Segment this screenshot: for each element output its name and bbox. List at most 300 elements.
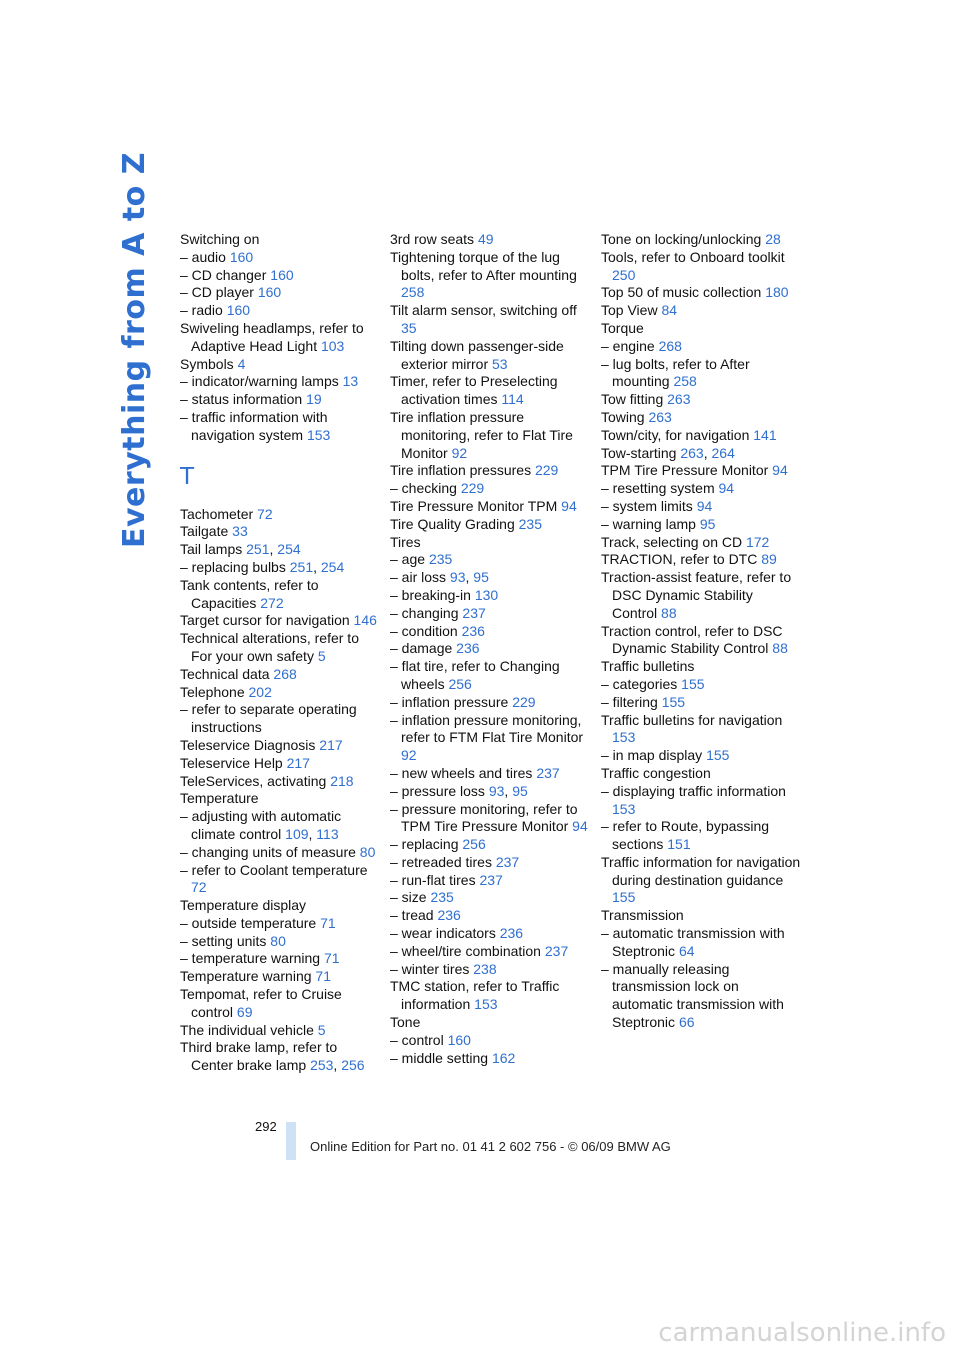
page-link[interactable]: 253 — [310, 1057, 334, 1074]
index-term: 3rd row seats — [390, 231, 475, 247]
index-term: TRACTION, refer to DTC — [601, 551, 758, 568]
index-entry — [390, 516, 590, 534]
index-entry — [180, 409, 380, 445]
index-term: Symbols — [180, 355, 234, 372]
index-entry — [601, 356, 801, 392]
page-link[interactable]: 153 — [474, 996, 498, 1013]
page-link[interactable]: 151 — [667, 836, 691, 853]
page-link[interactable]: 66 — [678, 1014, 695, 1031]
page-link[interactable]: 80 — [270, 932, 286, 949]
watermark: carmanualsonline.info — [658, 1318, 946, 1348]
page-link[interactable]: 33 — [232, 523, 248, 540]
index-term: – radio — [180, 302, 223, 319]
index-term: Top View — [601, 302, 658, 319]
index-entry — [180, 968, 380, 986]
page-link[interactable]: 258 — [673, 373, 697, 390]
page-link[interactable]: 80 — [359, 843, 376, 860]
index-term: Third brake lamp, refer to Center brake lamp — [180, 1039, 338, 1074]
index-term: – retreaded tires — [390, 853, 492, 870]
page-link[interactable]: 64 — [678, 942, 695, 959]
index-entry — [390, 640, 590, 658]
index-entry — [601, 907, 801, 925]
section-letter: T — [180, 463, 195, 490]
index-term: TMC station, refer to Traffic information — [390, 978, 560, 1013]
index-term: Traffic information for navigation during destination guidance — [601, 853, 801, 888]
page-link[interactable]: 256 — [462, 836, 486, 853]
page-link[interactable]: 35 — [401, 319, 417, 336]
page-link[interactable]: 95 — [473, 569, 489, 586]
page-link[interactable]: 94 — [718, 480, 735, 497]
index-term: – new wheels and tires — [390, 764, 533, 781]
index-entry: Tow-starting 263, 264 — [601, 444, 735, 461]
index-entry — [601, 551, 801, 569]
index-entry — [601, 427, 801, 445]
index-entry — [601, 961, 801, 1032]
index-term: Tires — [390, 533, 421, 550]
index-term: Switching on — [180, 231, 260, 247]
index-entry — [180, 790, 380, 808]
index-entry: – air loss 93, 95 — [390, 569, 489, 586]
index-entry — [601, 818, 801, 854]
page-link[interactable]: 237 — [536, 764, 560, 781]
page-link[interactable]: 155 — [661, 693, 686, 710]
index-entry — [601, 783, 801, 819]
index-entry — [390, 801, 590, 837]
page-link[interactable]: 94 — [772, 462, 788, 479]
index-term: Teleservice Help — [180, 754, 283, 771]
page-link[interactable]: 256 — [341, 1057, 365, 1074]
index-entry — [390, 943, 590, 961]
index-term: – replacing — [390, 836, 459, 853]
index-entry — [180, 773, 380, 791]
index-entry — [180, 666, 380, 684]
index-term: Tire Pressure Monitor TPM — [390, 497, 558, 514]
index-entry — [390, 480, 590, 498]
index-entry — [390, 889, 590, 907]
index-entry — [390, 302, 590, 338]
index-term: – wheel/tire combination — [390, 942, 541, 959]
index-entry — [180, 612, 380, 630]
index-entry — [601, 516, 801, 534]
index-term: Tightening torque of the lug bolts, refer to After mounting — [390, 248, 577, 283]
index-entry — [180, 302, 380, 320]
index-term: – indicator/warning lamps — [180, 373, 339, 390]
index-entry — [601, 765, 801, 783]
index-term: Traffic congestion — [601, 764, 711, 781]
index-entry — [390, 712, 590, 765]
index-term: – categories — [601, 675, 678, 692]
index-term: TeleServices, activating — [180, 772, 327, 789]
page-link[interactable]: 49 — [477, 231, 494, 247]
page-link[interactable]: 235 — [430, 889, 454, 906]
index-entry — [601, 676, 801, 694]
page-link[interactable]: 263 — [667, 391, 691, 408]
index-term: – automatic transmission with Steptronic — [601, 925, 785, 959]
index-entry — [390, 605, 590, 623]
page-link[interactable]: 180 — [765, 284, 789, 301]
page-link[interactable]: 130 — [474, 586, 499, 603]
index-entry — [601, 284, 801, 302]
index-term: – pressure monitoring, refer to TPM Tire Pressure Monitor — [390, 800, 578, 835]
index-entry — [180, 684, 380, 702]
page-link[interactable]: 19 — [306, 391, 322, 408]
index-entry — [601, 480, 801, 498]
page-link[interactable]: 238 — [473, 960, 497, 977]
page-link[interactable]: 89 — [761, 551, 777, 568]
index-entry — [390, 551, 590, 569]
index-term: – audio — [180, 248, 226, 265]
page-link[interactable]: 202 — [248, 683, 272, 700]
index-term: Town/city, for navigation — [601, 426, 750, 443]
page-link[interactable]: 172 — [745, 533, 770, 550]
index-entry — [180, 915, 380, 933]
page-link[interactable]: 153 — [612, 800, 636, 817]
index-term: – traffic information with navigation system — [180, 408, 328, 443]
page-link[interactable]: 160 — [229, 248, 254, 265]
page-link[interactable]: 28 — [765, 231, 781, 247]
page-link[interactable]: 160 — [226, 302, 251, 319]
index-entry — [390, 694, 590, 712]
index-entry — [601, 658, 801, 676]
index-term: Tailgate — [180, 523, 229, 540]
index-column-1 — [180, 231, 380, 1075]
index-entry — [601, 391, 801, 409]
page-link[interactable]: 113 — [316, 825, 339, 842]
index-term: Temperature warning — [180, 968, 312, 985]
index-entry — [601, 712, 801, 748]
page-link[interactable]: 236 — [456, 640, 480, 657]
index-term: Swiveling headlamps, refer to Adaptive Head Light — [180, 319, 364, 354]
index-term: – middle setting — [390, 1049, 489, 1066]
page-link[interactable]: 256 — [448, 675, 472, 692]
page-link[interactable]: 92 — [401, 747, 417, 764]
footer-bar — [286, 1122, 296, 1160]
page-link[interactable]: 5 — [317, 1021, 326, 1038]
index-term: – CD changer — [180, 266, 267, 283]
page-link[interactable]: 153 — [306, 426, 331, 443]
index-term: – system limits — [601, 497, 693, 514]
page-link[interactable]: 263 — [680, 444, 704, 461]
index-term: – resetting system — [601, 480, 715, 497]
page-link[interactable]: 53 — [492, 355, 508, 372]
page-link[interactable]: 155 — [612, 889, 636, 906]
page-link[interactable]: 155 — [681, 675, 705, 692]
page-link[interactable]: 146 — [353, 612, 377, 629]
page-link[interactable]: 155 — [706, 747, 730, 764]
page-link[interactable]: 94 — [572, 818, 588, 835]
page-link[interactable]: 217 — [286, 754, 310, 771]
index-entry — [390, 1014, 590, 1032]
page-link[interactable]: 254 — [320, 558, 345, 575]
index-term: The individual vehicle — [180, 1021, 314, 1038]
page-link[interactable]: 95 — [699, 515, 716, 532]
index-term: Tone on locking/unlocking — [601, 231, 762, 247]
index-term: Towing — [601, 408, 645, 425]
index-entry — [180, 897, 380, 915]
index-entry — [601, 338, 801, 356]
index-term: – flat tire, refer to Changing wheels — [390, 658, 560, 692]
index-term: – temperature warning — [180, 950, 321, 967]
index-entry — [601, 694, 801, 712]
page-link[interactable]: 237 — [479, 871, 503, 888]
index-entry — [390, 534, 590, 552]
page-link[interactable]: 237 — [495, 853, 520, 870]
index-entry — [390, 907, 590, 925]
page-link[interactable]: 235 — [518, 515, 542, 532]
side-title: Everything from A to Z — [117, 152, 152, 548]
page-link[interactable]: 236 — [461, 622, 485, 639]
index-term: Tachometer — [180, 505, 254, 522]
page-link[interactable]: 72 — [257, 505, 273, 522]
index-entry — [180, 950, 380, 968]
index-entry: Third brake lamp, refer to Center brake lamp 253, 256 — [180, 1039, 365, 1074]
index-entry — [390, 978, 590, 1014]
index-term: Tempomat, refer to Cruise control — [180, 986, 342, 1020]
index-entry — [390, 587, 590, 605]
index-entry — [390, 338, 590, 374]
index-entry — [180, 737, 380, 755]
page-link[interactable]: 162 — [491, 1049, 516, 1066]
index-term: – refer to Route, bypassing sections — [601, 818, 770, 853]
index-term: Tow-starting — [601, 444, 677, 461]
page-link[interactable]: 251 — [289, 558, 314, 575]
index-term: Traction control, refer to DSC Dynamic Stability Control — [601, 622, 783, 657]
index-term: Temperature display — [180, 897, 307, 914]
page-link[interactable]: 229 — [512, 693, 536, 710]
index-entry: – adjusting with automatic climate control 109, 113 — [180, 808, 342, 842]
page-link[interactable]: 268 — [658, 337, 682, 354]
index-term: – changing — [390, 604, 459, 621]
page-link[interactable]: 93 — [449, 569, 466, 586]
index-term: – warning lamp — [601, 515, 696, 532]
page-link[interactable]: 88 — [661, 604, 677, 621]
index-entry — [601, 462, 801, 480]
index-entry — [180, 862, 380, 898]
index-term: Torque — [601, 319, 644, 336]
index-entry — [390, 1050, 590, 1068]
index-term: Traffic bulletins for navigation — [601, 711, 783, 728]
page-link[interactable]: 218 — [330, 772, 354, 789]
index-term: – winter tires — [390, 960, 470, 977]
index-entry — [180, 284, 380, 302]
index-term: Tire inflation pressure monitoring, refer to Flat Tire Monitor — [390, 408, 573, 461]
page-link[interactable]: 94 — [696, 497, 713, 514]
page-link[interactable]: 229 — [534, 462, 559, 479]
index-term: Transmission — [601, 907, 684, 924]
page-link[interactable]: 236 — [499, 925, 524, 942]
index-term: – in map display — [601, 747, 703, 764]
page-link[interactable]: 94 — [561, 497, 577, 514]
index-entry — [601, 249, 801, 285]
page-link[interactable]: 160 — [447, 1031, 471, 1048]
page-link[interactable]: 84 — [661, 302, 678, 319]
index-entry — [180, 391, 380, 409]
index-term: Traffic bulletins — [601, 658, 695, 675]
index-term: – damage — [390, 640, 453, 657]
page-link[interactable]: 72 — [191, 879, 207, 896]
index-term: – refer to Coolant temperature — [180, 861, 368, 878]
index-term: TPM Tire Pressure Monitor — [601, 462, 769, 479]
index-term: – CD player — [180, 284, 254, 301]
index-term: Tools, refer to Onboard toolkit — [601, 248, 785, 265]
page-link[interactable]: 229 — [460, 480, 485, 497]
index-term: – adjusting with automatic climate control — [180, 808, 342, 842]
index-entry — [180, 231, 380, 249]
index-entry — [180, 523, 380, 541]
index-entry — [390, 765, 590, 783]
index-entry — [601, 231, 801, 249]
index-term: – pressure loss — [390, 782, 485, 799]
page-link[interactable]: 264 — [711, 444, 735, 461]
index-entry — [601, 569, 801, 622]
index-entry — [390, 462, 590, 480]
index-term: Tilt alarm sensor, switching off — [390, 302, 577, 319]
page-link[interactable]: 254 — [277, 541, 301, 558]
index-column-2 — [390, 231, 590, 1067]
page-link[interactable]: 272 — [260, 594, 284, 611]
page-link[interactable]: 263 — [648, 408, 672, 425]
index-term: – condition — [390, 622, 458, 639]
index-entry — [180, 249, 380, 267]
page-link[interactable]: 141 — [753, 426, 777, 443]
index-term: – age — [390, 551, 426, 568]
index-entry — [180, 755, 380, 773]
index-term: – lug bolts, refer to After mounting — [601, 355, 750, 390]
index-entry — [180, 577, 380, 613]
index-entry — [180, 933, 380, 951]
index-entry — [390, 373, 590, 409]
page-link[interactable]: 88 — [772, 640, 788, 657]
page-link[interactable]: 235 — [428, 551, 453, 568]
index-entry — [180, 267, 380, 285]
page-link[interactable]: 103 — [320, 337, 345, 354]
page-link[interactable]: 69 — [236, 1003, 253, 1020]
page-number: 292 — [255, 1119, 277, 1134]
index-entry — [180, 630, 380, 666]
index-term: – replacing bulbs — [180, 558, 286, 575]
index-term: – tread — [390, 907, 434, 924]
index-term: Technical alterations, refer to For your own safety — [180, 630, 359, 664]
footer-text: Online Edition for Part no. 01 41 2 602 756 - © 06/09 BMW AG — [310, 1139, 671, 1154]
index-term: – breaking-in — [390, 586, 471, 603]
index-term: Temperature — [180, 790, 259, 807]
index-entry — [180, 356, 380, 374]
index-term: – control — [390, 1031, 444, 1048]
page-link[interactable]: 160 — [257, 284, 282, 301]
index-entry — [390, 961, 590, 979]
index-term: – displaying traffic information — [601, 782, 786, 799]
index-entry — [390, 231, 590, 249]
index-term: – changing units of measure — [180, 843, 356, 860]
index-term: – engine — [601, 337, 655, 354]
index-entry — [390, 872, 590, 890]
index-term: – size — [390, 889, 427, 906]
index-entry — [390, 854, 590, 872]
index-entry — [601, 302, 801, 320]
index-entry — [601, 534, 801, 552]
index-entry — [390, 925, 590, 943]
index-term: – wear indicators — [390, 925, 496, 942]
index-entry — [390, 498, 590, 516]
page-link[interactable]: 5 — [317, 647, 326, 664]
index-term: Technical data — [180, 665, 270, 682]
index-term: – filtering — [601, 693, 658, 710]
page-link[interactable]: 236 — [437, 907, 461, 924]
index-entry — [390, 836, 590, 854]
page-link[interactable]: 217 — [319, 736, 343, 753]
index-entry — [180, 506, 380, 524]
index-term: Tilting down passenger-side exterior mirror — [390, 337, 564, 372]
page-link[interactable]: 71 — [315, 968, 331, 985]
index-term: Tone — [390, 1014, 421, 1031]
page-link[interactable]: 237 — [462, 604, 486, 621]
index-term: Target cursor for navigation — [180, 612, 350, 629]
index-term: – run-flat tires — [390, 871, 476, 888]
index-term: – manually releasing transmission lock on automatic transmission with Steptronic — [601, 960, 784, 1031]
index-entry — [390, 409, 590, 462]
page-link[interactable]: 93 — [488, 782, 505, 799]
page-link[interactable]: 153 — [612, 729, 636, 746]
index-entry — [180, 986, 380, 1022]
index-term: – inflation pressure monitoring, refer to FTM Flat Tire Monitor — [390, 711, 584, 746]
index-term: Track, selecting on CD — [601, 533, 743, 550]
index-term: – status information — [180, 391, 303, 408]
index-column-3 — [601, 231, 801, 1032]
index-entry — [601, 498, 801, 516]
index-entry — [180, 1022, 380, 1040]
page-link[interactable]: 268 — [273, 665, 297, 682]
page-link[interactable]: 250 — [612, 266, 636, 283]
page-link[interactable]: 92 — [451, 444, 468, 461]
page-link[interactable]: 13 — [342, 373, 359, 390]
index-entry — [180, 320, 380, 356]
index-entry — [601, 854, 801, 907]
index-entry — [390, 249, 590, 302]
index-entry — [390, 1032, 590, 1050]
index-entry: – pressure loss 93, 95 — [390, 782, 528, 799]
index-term: – setting units — [180, 932, 267, 949]
page-link[interactable]: 71 — [323, 950, 340, 967]
index-entry — [180, 373, 380, 391]
page-link[interactable]: 258 — [401, 284, 425, 301]
page-link[interactable]: 109 — [285, 825, 309, 842]
index-term: – refer to separate operating instructions — [180, 701, 357, 736]
index-entry — [180, 701, 380, 737]
index-term: Telephone — [180, 683, 245, 700]
page-link[interactable]: 71 — [320, 914, 336, 931]
page-link[interactable]: 4 — [237, 355, 246, 372]
page-link[interactable]: 237 — [544, 942, 569, 959]
index-term: – checking — [390, 480, 457, 497]
page-link[interactable]: 95 — [512, 782, 528, 799]
index-entry: – replacing bulbs 251, 254 — [180, 558, 345, 575]
page-link[interactable]: 114 — [501, 391, 524, 408]
page-link[interactable]: 160 — [270, 266, 294, 283]
index-entry — [601, 925, 801, 961]
index-entry — [180, 844, 380, 862]
index-term: Tail lamps — [180, 541, 243, 558]
index-term: Timer, refer to Preselecting activation times — [390, 373, 558, 408]
index-term: – outside temperature — [180, 914, 317, 931]
index-entry — [390, 623, 590, 641]
index-term: Tire inflation pressures — [390, 462, 532, 479]
index-term: Teleservice Diagnosis — [180, 736, 316, 753]
index-term: Tire Quality Grading — [390, 515, 515, 532]
index-term: – inflation pressure — [390, 693, 509, 710]
page-link[interactable]: 251 — [246, 541, 270, 558]
index-term: Tank contents, refer to Capacities — [180, 576, 319, 611]
index-entry: Tail lamps 251, 254 — [180, 541, 301, 558]
